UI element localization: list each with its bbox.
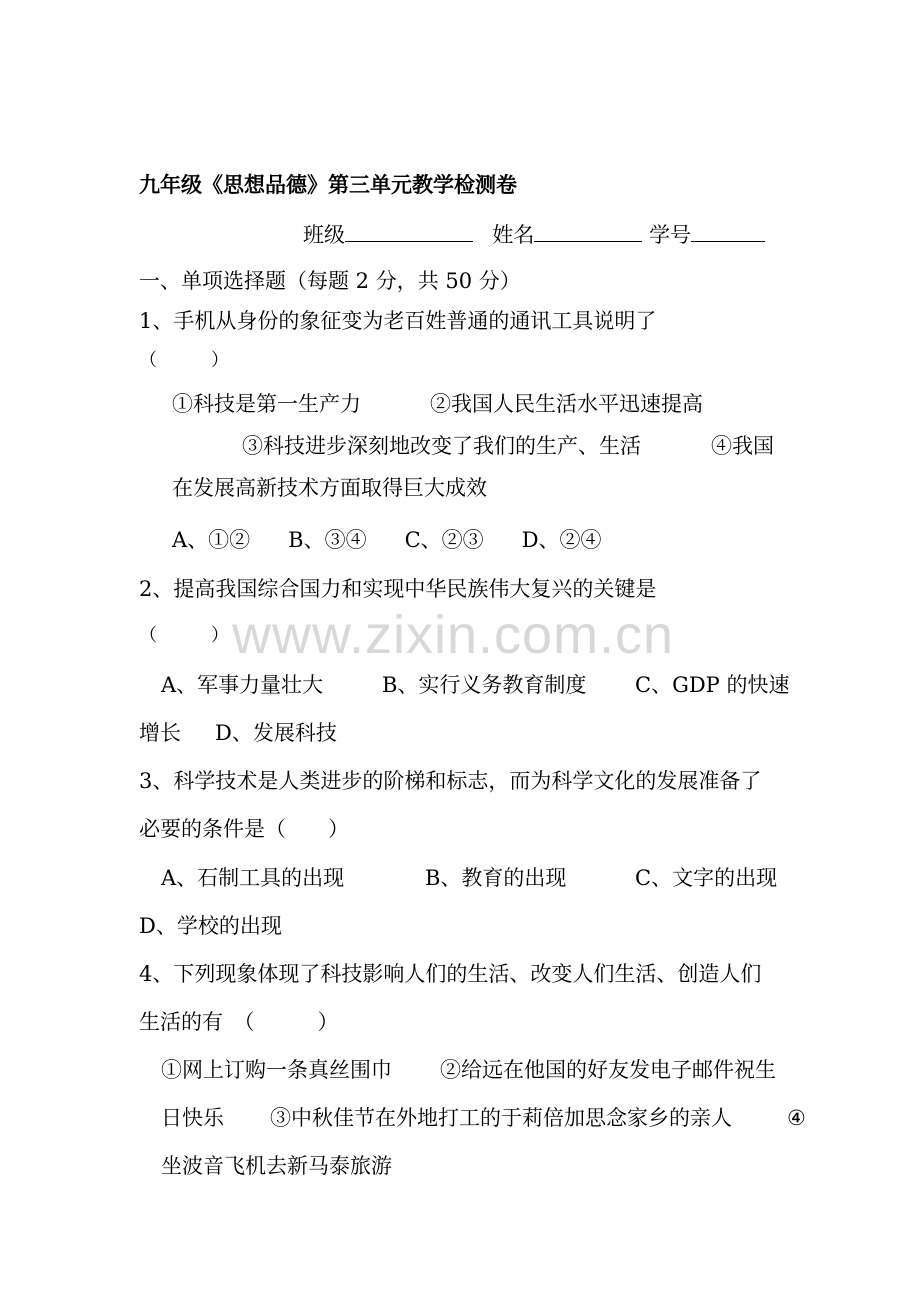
question-3-choice-b[interactable]: B、教育的出现 [425, 866, 567, 890]
name-label: 姓名 [492, 223, 535, 247]
question-4-option-3: ③中秋佳节在外地打工的于莉倍加思念家乡的亲人 [270, 1106, 732, 1130]
question-3-choice-d[interactable]: D、学校的出现 [139, 914, 282, 938]
question-1-option-1: ①科技是第一生产力 [172, 392, 361, 416]
class-label: 班级 [303, 223, 345, 247]
question-4-stem: 4、下列现象体现了科技影响人们的生活、改变人们生活、创造人们 [139, 962, 762, 986]
question-1-option-2: ②我国人民生活水平迅速提高 [430, 392, 703, 416]
question-1-stem: 1、手机从身份的象征变为老百姓普通的通讯工具说明了 [139, 309, 657, 333]
question-4-option-2-cont: 日快乐 [161, 1106, 224, 1130]
number-blank[interactable] [691, 219, 765, 242]
question-2-choice-d[interactable]: D、发展科技 [215, 721, 337, 745]
question-3-stem-cont: 必要的条件是（ ） [139, 817, 349, 841]
choice-d[interactable]: D、②④ [521, 528, 602, 552]
question-4-option-4-cont: 坐波音飞机去新马泰旅游 [161, 1154, 392, 1178]
number-label: 学号 [649, 223, 692, 247]
question-2-stem: 2、提高我国综合国力和实现中华民族伟大复兴的关键是 [139, 577, 657, 601]
question-3-choice-a[interactable]: A、石制工具的出现 [161, 866, 345, 890]
question-4-option-1: ①网上订购一条真丝围巾 [161, 1058, 392, 1082]
question-2-choice-c-cont: 增长 [139, 721, 181, 745]
question-3-stem: 3、科学技术是人类进步的阶梯和标志，而为科学文化的发展准备了 [139, 769, 762, 793]
name-blank[interactable] [534, 219, 642, 242]
choice-a[interactable]: A、①② [172, 528, 251, 552]
question-2-paren: （ ） [139, 625, 229, 646]
watermark: www.zixin.com.cn [232, 605, 675, 665]
class-blank[interactable] [345, 219, 473, 242]
question-1-option-4-cont: 在发展高新技术方面取得巨大成效 [172, 476, 487, 500]
student-info [303, 219, 765, 249]
choice-c[interactable]: C、②③ [404, 528, 484, 552]
page-title: 九年级《思想品德》第三单元教学检测卷 [139, 172, 517, 197]
question-1-option-4: ④我国 [711, 434, 774, 458]
question-1-paren: （ ） [139, 350, 229, 371]
question-3-choice-c[interactable]: C、文字的出现 [635, 866, 778, 890]
question-2-choice-b[interactable]: B、实行义务教育制度 [382, 673, 587, 697]
question-1-option-3: ③科技进步深刻地改变了我们的生产、生活 [242, 434, 641, 458]
section-heading: 一、单项选择题（每题 2 分，共 50 分） [139, 269, 521, 293]
question-4-option-2: ②给远在他国的好友发电子邮件祝生 [440, 1058, 776, 1082]
question-4-stem-cont: 生活的有 （ ） [139, 1010, 339, 1034]
choice-b[interactable]: B、③④ [288, 528, 367, 552]
question-1-choices [172, 526, 602, 554]
question-4-option-4: ④ [787, 1106, 806, 1130]
question-2-choice-a[interactable]: A、军事力量壮大 [161, 673, 324, 697]
question-2-choice-c[interactable]: C、GDP 的快速 [635, 673, 790, 697]
